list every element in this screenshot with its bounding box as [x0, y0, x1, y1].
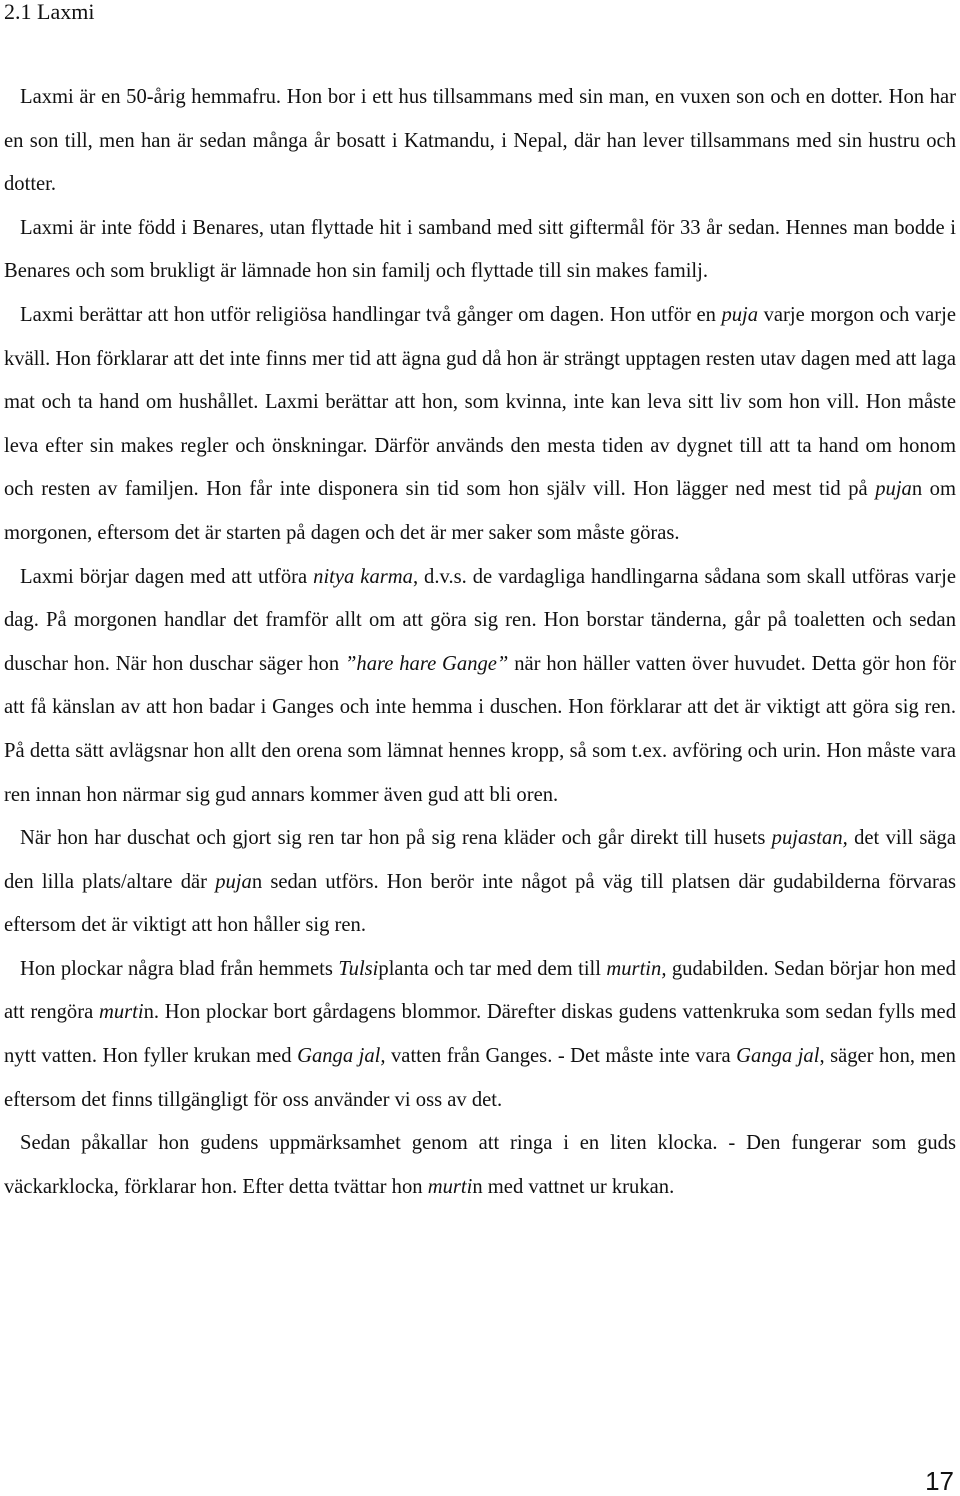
paragraph	[4, 817, 956, 948]
paragraph	[4, 948, 956, 1122]
text-run: n. Hon plockar bort gårdagens blommor. Därefter diskas gudens vattenkruka som sedan fylls med nytt vatten. Hon fyller krukan med	[4, 1001, 956, 1068]
body-text	[4, 76, 956, 1209]
text-run: det vill säga den lilla plats/altare där	[4, 827, 956, 893]
paragraph	[4, 556, 956, 818]
paragraph	[4, 294, 956, 556]
text-run: n om morgonen, eftersom det är starten på dagen och det är mer saker som måste göras.	[4, 478, 956, 544]
italic-term: murti	[98, 1001, 144, 1024]
text-run: , säger hon, men eftersom det finns tillgängligt för oss använder vi oss av det.	[4, 1045, 956, 1111]
italic-term: puja	[721, 303, 759, 326]
paragraph	[4, 76, 956, 207]
text-run: Laxmi börjar dagen med att utföra	[20, 565, 314, 588]
italic-term: nitya karma	[313, 565, 413, 588]
text-run: n med vattnet ur krukan.	[472, 1175, 675, 1198]
paragraph	[4, 1122, 956, 1209]
text-run: vatten från Ganges. - Det måste inte vara	[385, 1045, 737, 1068]
text-run: Laxmi berättar att hon utför religiösa handlingar två gånger om dagen. Hon utför en	[20, 303, 722, 326]
paragraph	[4, 207, 956, 294]
italic-term: pujastan,	[771, 827, 848, 850]
italic-term: murti	[427, 1175, 473, 1198]
page-number: 17	[925, 1466, 954, 1496]
text-run: Sedan påkallar hon gudens uppmärksamhet genom att ringa i en liten klocka. - Den fungerar som guds väckarklocka, förklarar hon. Efter detta tvättar hon	[4, 1132, 956, 1198]
italic-term: ”hare hare Gange”	[344, 652, 509, 675]
italic-term: Ganga jal,	[297, 1045, 386, 1068]
italic-term: murtin,	[606, 957, 667, 980]
text-run: planta och tar med dem till	[378, 957, 607, 980]
text-run: varje morgon och varje kväll. Hon förklarar att det inte finns mer tid att ägna gud då hon är strängt upptagen resten utav dagen med att laga mat och ta hand om hushållet. Laxmi berättar att hon, som kvinna, inte kan leva sitt liv som hon vill. Hon måste leva efter sin makes regler och önskningar. Därför används den mesta tiden av dygnet till att ta hand om honom och resten av familjen. Hon får inte disponera sin tid som hon själv vill. Hon lägger ned mest tid på	[4, 303, 956, 501]
text-run: Hon plockar några blad från hemmets	[20, 957, 339, 980]
text-run: Laxmi är inte född i Benares, utan flyttade hit i samband med sitt giftermål för 33 år sedan. Hennes man bodde i Benares och som brukligt är lämnade hon sin familj och flyttade till sin makes familj.	[4, 216, 956, 283]
italic-term: Ganga jal	[736, 1045, 820, 1068]
text-run: , d.v.s. de vardagliga handlingarna sådana som skall utföras varje dag. På morgonen handlar det framför allt om att göra sig ren. Hon borstar tänderna, går på toaletten och sedan duschar hon. När hon duschar säger hon	[4, 565, 957, 675]
text-run: När hon har duschat och gjort sig ren tar hon på sig rena kläder och går direkt till husets	[20, 827, 772, 850]
italic-term: puja	[215, 870, 252, 893]
text-run: när hon häller vatten över huvudet. Detta gör hon för att få känslan av att hon badar i Ganges och inte hemma i duschen. Hon förklarar att det är viktigt att göra sig ren. På detta sätt avlägsnar hon allt den orena som lämnat hennes kropp, så som t.ex. avföring och urin. Hon måste vara ren innan hon närmar sig gud annars kommer även gud att bli oren.	[4, 652, 956, 806]
text-run: gudabilden. Sedan börjar hon med att rengöra	[4, 957, 956, 1024]
text-run: n sedan utförs. Hon berör inte något på väg till platsen där gudabilderna förvaras eftersom det är viktigt att hon håller sig ren.	[4, 870, 956, 937]
italic-term: puja	[875, 478, 912, 501]
text-run: Laxmi är en 50-årig hemmafru. Hon bor i ett hus tillsammans med sin man, en vuxen son och en dotter. Hon har en son till, men han är sedan många år bosatt i Katmandu, i Nepal, där han lever tillsammans med sin hustru och dotter.	[4, 86, 956, 196]
section-heading: 2.1 Laxmi	[4, 0, 95, 24]
italic-term: Tulsi	[338, 957, 379, 980]
